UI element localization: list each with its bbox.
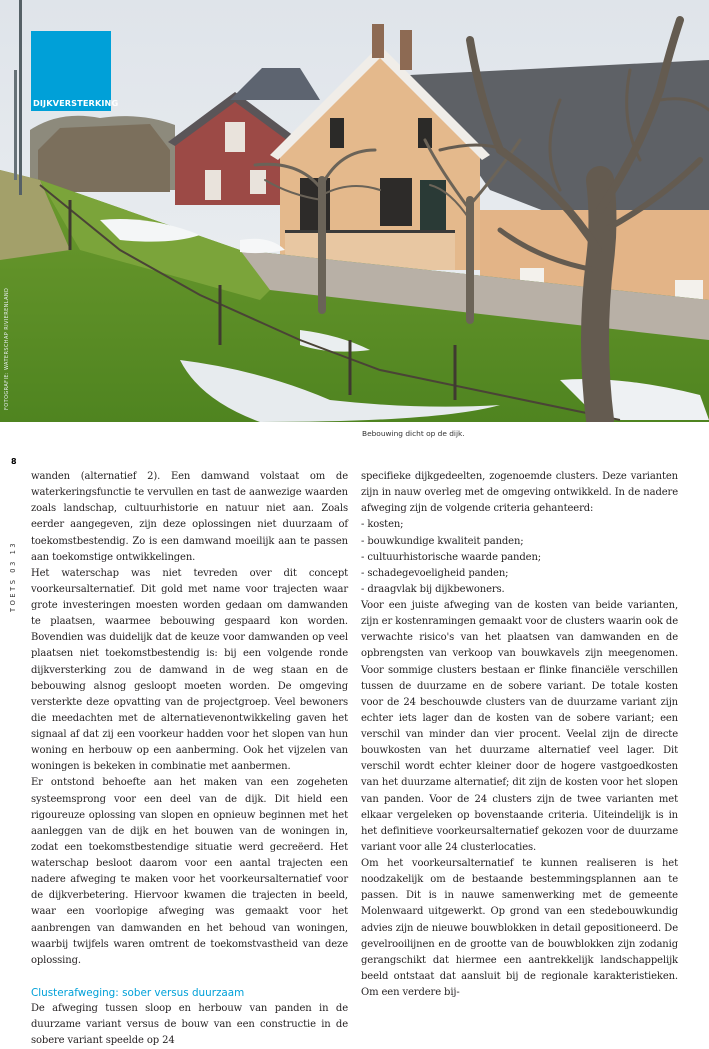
paragraph: Er ontstond behoefte aan het maken van een zogeheten systeemsprong voor een deel van de dijk. Dit hield een rigoureuze oplossing van slopen en opnieuw beginnen met het aanleggen van de dijk en het bouwen van de woningen in, zodat een toekomstbestendige situatie werd gecreëerd. Het waterschap besloot daarom voor een aantal trajecten een nadere afweging te maken voor het voorkeursalternatief voor de dijkverbetering. Hiervoor kwamen die trajecten in beeld, waar een voorlopige afweging was gemaakt voor het aanbrengen van damwanden en het behoud van woningen, waarbij twijfels waren omtrent de toekomstvastheid van deze oplossing. [31,777,348,966]
magazine-label: TOETS 03 13 [9,540,17,612]
criteria-list [361,517,678,598]
paragraph: De afweging tussen sloop en herbouw van panden in de duurzame variant versus de bouw van een constructie in de sobere variant speelde op 24 [31,1003,348,1047]
section-tab [31,31,119,111]
paragraph: Voor een juiste afweging van de kosten van beide varianten, zijn er kostenramingen gemaakt voor de clusters waarin ook de verwachte risico's van het plaatsen van damwanden en de opbrengsten van verkoop van bouwkavels zijn meegenomen. Voor sommige clusters bestaan er flinke financiële verschillen tussen de duurzame en de sobere variant. De totale kosten voor de 24 beschouwde clusters van de duurzame variant zijn echter iets lager dan de kosten van de sobere variant; een verschil van minder dan vier procent. Veelal zijn de directe bouwkosten van het duurzame alternatief veel lager. Dit verschil wordt echter kleiner door de hogere vastgoedkosten van het duurzame alternatief; dit zijn de kosten voor het slopen van panden. Voor de 24 clusters zijn de twee varianten met elkaar vergeleken op bovenstaande criteria. Uiteindelijk is in het definitieve voorkeursalternatief gekozen voor de duurzame variant voor alle 24 clusterlocaties. [361,600,678,853]
left-column [31,469,348,1049]
list-item: - bouwkundige kwaliteit panden; [361,535,524,547]
photo-credit: FOTOGRAFIE: WATERSCHAP RIVIERENLAND [4,287,10,410]
photo-caption: Bebouwing dicht op de dijk. [362,429,465,438]
paragraph: Het waterschap was niet tevreden over dit concept voorkeursalternatief. Dit gold met name voor trajecten waar grote investeringen moesten worden gedaan om damwanden te plaatsen, waarmee bebouwing gespaard kon worden. Bovendien was duidelijk dat de keuze voor damwanden op veel plaatsen niet toekomstbestendig is: bij een volgende ronde dijkversterking zou de damwand in de weg staan en de bebouwing alsnog gesloopt moeten worden. De omgeving versterkte deze opvatting van de projectgroep. Veel bewoners die meedachten met de alternatievenontwikkeling gaven het signaal af dat zij een voorkeur hadden voor het slopen van hun woning en herbouw op een aanberming. Ook het vijzelen van woningen is bekeken in combinatie met aanbermen. [31,567,348,773]
section-subheading: Clusterafweging: sober versus duurzaam [31,986,245,999]
paragraph: wanden (alternatief 2). Een damwand volstaat om de waterkeringsfunctie te vervullen en tast de aanwezige waarden zoals landschap, cultuurhistorie en natuur niet aan. Zoals eerder aangegeven, zijn deze oplossingen niet duurzaam of toekomstbestendig. Zo is een damwand moeilijk aan te passen aan toekomstige ontwikkelingen. [31,471,348,563]
list-item: - kosten; [361,519,404,531]
paragraph: specifieke dijkgedeelten, zogenoemde clusters. Deze varianten zijn in nauw overleg met de omgeving ontwikkeld. In de nadere afweging zijn de volgende criteria gehanteerd: [361,471,678,515]
list-item: - cultuurhistorische waarde panden; [361,551,542,563]
list-item: - schadegevoeligheid panden; [361,567,509,579]
list-item: - draagvlak bij dijkbewoners. [361,583,505,595]
page-number: 8 [11,457,17,466]
section-label: DIJKVERSTERKING [33,98,119,108]
right-column [361,469,678,1001]
paragraph: Om het voorkeursalternatief te kunnen realiseren is het noodzakelijk om de bestaande bestemmingsplannen aan te passen. Dit is in nauwe samenwerking met de gemeente Molenwaard uitgewerkt. Op grond van een stedebouwkundig advies zijn de nieuwe bouwblokken in detail gepositioneerd. De gevelrooilijnen en de grootte van de bouwblokken zijn zodanig gerangschikt dat hiermee een aantrekkelijk landschappelijk beeld ontstaat dat aansluit bij de regionale karakteristieken. Om een verdere bij- [361,858,678,998]
hero-photo [0,0,709,422]
